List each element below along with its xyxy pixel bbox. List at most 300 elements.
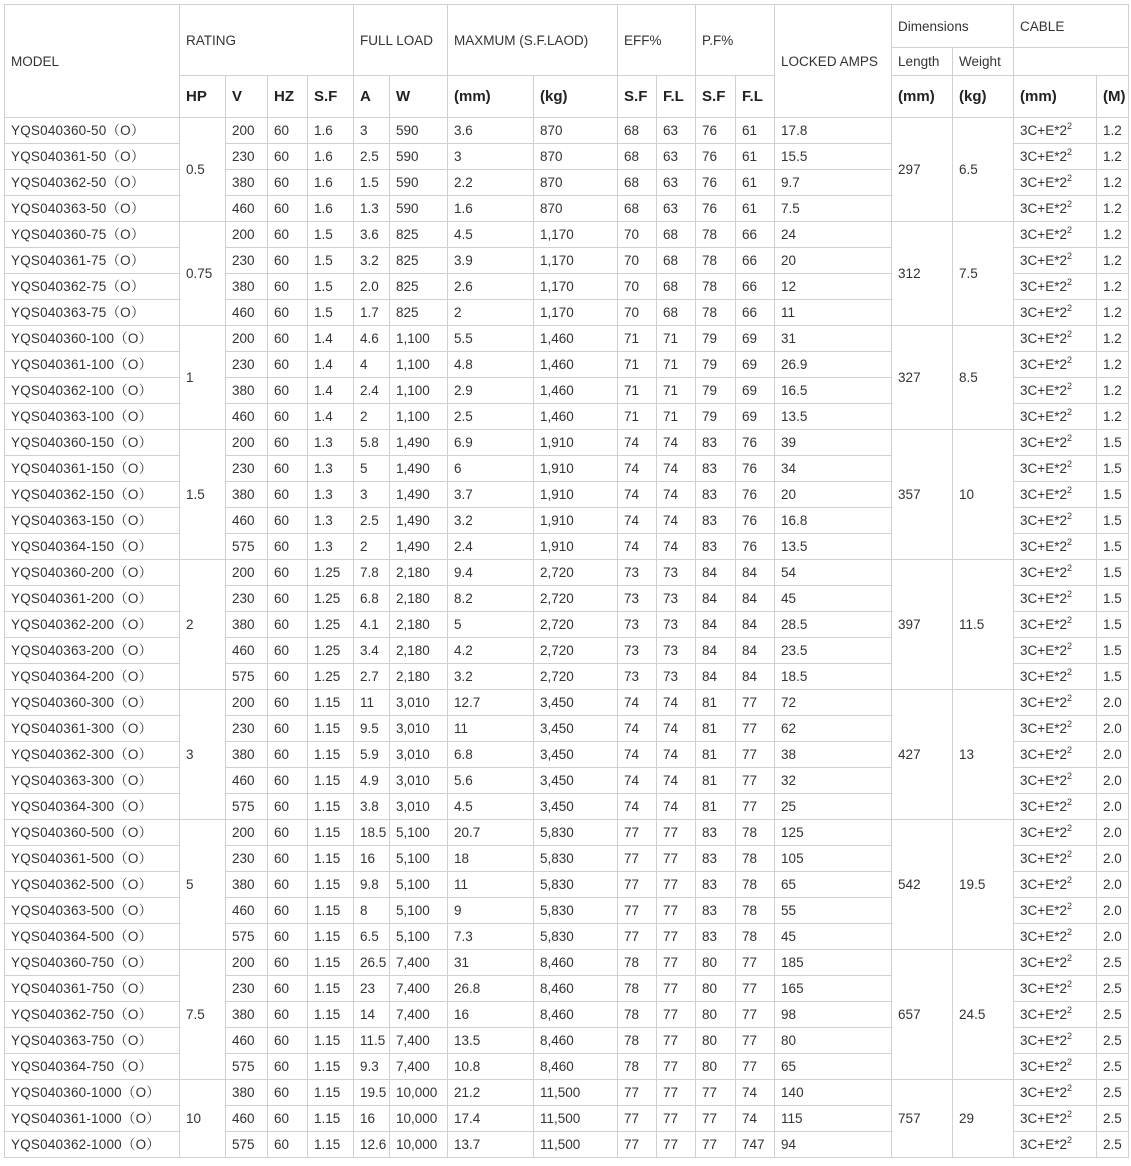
cell-voltage: 460 <box>226 404 268 430</box>
cell-cable-spec <box>1014 950 1097 976</box>
cell-eff-sf: 74 <box>618 534 657 560</box>
cell-service-factor: 1.15 <box>308 872 354 898</box>
cell-full-load-watts: 3,010 <box>390 742 448 768</box>
cell-full-load-amps: 18.5 <box>354 820 390 846</box>
cell-eff-fl: 68 <box>657 222 696 248</box>
cell-service-factor: 1.15 <box>308 976 354 1002</box>
cell-cable-length: 2.5 <box>1097 950 1129 976</box>
cell-pf-fl: 66 <box>736 248 775 274</box>
cell-cable-spec <box>1014 560 1097 586</box>
cell-voltage: 380 <box>226 170 268 196</box>
cell-hz: 60 <box>268 716 308 742</box>
cell-max-watts: 5,830 <box>534 898 618 924</box>
cell-service-factor: 1.4 <box>308 404 354 430</box>
subheader-dim-kg: (kg) <box>953 76 1014 118</box>
cell-eff-fl: 73 <box>657 638 696 664</box>
cell-max-watts: 11,500 <box>534 1080 618 1106</box>
cell-model: YQS040364-500（O） <box>5 924 180 950</box>
cell-voltage: 460 <box>226 1106 268 1132</box>
cell-max-amps: 20.7 <box>448 820 534 846</box>
header-model: MODEL <box>5 5 180 118</box>
subheader-hp: HP <box>180 76 226 118</box>
cell-pf-fl: 69 <box>736 352 775 378</box>
cell-cable-spec <box>1014 846 1097 872</box>
cable-spec-text: 3C+E*2 <box>1020 357 1067 372</box>
cell-max-watts: 5,830 <box>534 872 618 898</box>
cable-spec-superscript: 2 <box>1066 901 1072 911</box>
cell-pf-sf: 83 <box>696 898 736 924</box>
cell-eff-fl: 74 <box>657 742 696 768</box>
cell-voltage: 575 <box>226 534 268 560</box>
cell-full-load-watts: 1,100 <box>390 326 448 352</box>
cell-cable-spec <box>1014 144 1097 170</box>
cell-eff-sf: 70 <box>618 300 657 326</box>
cell-full-load-watts: 590 <box>390 118 448 144</box>
cell-voltage: 230 <box>226 846 268 872</box>
cell-cable-spec <box>1014 872 1097 898</box>
cell-cable-length: 1.5 <box>1097 482 1129 508</box>
cell-length: 657 <box>892 950 953 1080</box>
subheader-pf-fl: F.L <box>736 76 775 118</box>
cell-max-watts: 1,170 <box>534 222 618 248</box>
cell-cable-length: 2.0 <box>1097 898 1129 924</box>
cell-cable-spec <box>1014 1028 1097 1054</box>
cell-model: YQS040361-500（O） <box>5 846 180 872</box>
cell-full-load-watts: 1,100 <box>390 378 448 404</box>
cell-eff-fl: 74 <box>657 794 696 820</box>
cell-length: 327 <box>892 326 953 430</box>
cell-hz: 60 <box>268 1054 308 1080</box>
cell-voltage: 230 <box>226 976 268 1002</box>
cell-pf-fl: 76 <box>736 482 775 508</box>
cable-spec-text: 3C+E*2 <box>1020 331 1067 346</box>
cell-max-watts: 11,500 <box>534 1106 618 1132</box>
cable-spec-superscript: 2 <box>1066 1005 1072 1015</box>
cell-service-factor: 1.25 <box>308 638 354 664</box>
cell-locked-amps: 45 <box>775 924 892 950</box>
cell-max-amps: 17.4 <box>448 1106 534 1132</box>
cell-service-factor: 1.15 <box>308 1080 354 1106</box>
cell-hp: 0.5 <box>180 118 226 222</box>
cell-max-watts: 3,450 <box>534 690 618 716</box>
cell-locked-amps: 9.7 <box>775 170 892 196</box>
cell-pf-sf: 81 <box>696 794 736 820</box>
cell-eff-fl: 73 <box>657 612 696 638</box>
cable-spec-superscript: 2 <box>1066 251 1072 261</box>
cell-cable-spec <box>1014 742 1097 768</box>
cell-model: YQS040362-50（O） <box>5 170 180 196</box>
cell-full-load-amps: 5 <box>354 456 390 482</box>
cell-max-watts: 1,170 <box>534 300 618 326</box>
cell-full-load-watts: 3,010 <box>390 768 448 794</box>
cell-max-amps: 6.8 <box>448 742 534 768</box>
cell-max-watts: 870 <box>534 170 618 196</box>
cell-pf-fl: 78 <box>736 872 775 898</box>
cell-locked-amps: 72 <box>775 690 892 716</box>
cell-voltage: 460 <box>226 196 268 222</box>
cell-full-load-amps: 2.5 <box>354 144 390 170</box>
cell-hz: 60 <box>268 170 308 196</box>
cable-spec-text: 3C+E*2 <box>1020 383 1067 398</box>
cell-eff-fl: 63 <box>657 144 696 170</box>
cell-eff-fl: 68 <box>657 300 696 326</box>
cell-eff-fl: 73 <box>657 560 696 586</box>
cell-eff-fl: 63 <box>657 196 696 222</box>
table-row <box>5 560 1129 586</box>
cell-pf-sf: 83 <box>696 534 736 560</box>
cell-full-load-amps: 23 <box>354 976 390 1002</box>
cell-locked-amps: 24 <box>775 222 892 248</box>
cell-model: YQS040363-500（O） <box>5 898 180 924</box>
cell-service-factor: 1.15 <box>308 820 354 846</box>
cell-locked-amps: 20 <box>775 248 892 274</box>
cell-max-amps: 4.5 <box>448 794 534 820</box>
cable-spec-text: 3C+E*2 <box>1020 253 1067 268</box>
cell-cable-spec <box>1014 638 1097 664</box>
cell-max-amps: 2.2 <box>448 170 534 196</box>
cell-eff-fl: 77 <box>657 1028 696 1054</box>
cable-spec-superscript: 2 <box>1066 173 1072 183</box>
cell-cable-spec <box>1014 1132 1097 1158</box>
cell-cable-length: 2.0 <box>1097 924 1129 950</box>
cell-hz: 60 <box>268 352 308 378</box>
cell-full-load-watts: 2,180 <box>390 560 448 586</box>
cell-model: YQS040363-150（O） <box>5 508 180 534</box>
cell-max-watts: 1,460 <box>534 352 618 378</box>
cell-full-load-watts: 10,000 <box>390 1132 448 1158</box>
cell-max-amps: 3.6 <box>448 118 534 144</box>
cell-voltage: 575 <box>226 794 268 820</box>
cell-eff-fl: 74 <box>657 690 696 716</box>
cell-eff-fl: 71 <box>657 404 696 430</box>
cell-model: YQS040362-150（O） <box>5 482 180 508</box>
cell-service-factor: 1.3 <box>308 430 354 456</box>
cell-hz: 60 <box>268 950 308 976</box>
cell-pf-fl: 84 <box>736 560 775 586</box>
cell-model: YQS040364-150（O） <box>5 534 180 560</box>
cable-spec-superscript: 2 <box>1066 667 1072 677</box>
cell-locked-amps: 125 <box>775 820 892 846</box>
cell-eff-fl: 74 <box>657 768 696 794</box>
cell-pf-fl: 84 <box>736 586 775 612</box>
cell-service-factor: 1.15 <box>308 1132 354 1158</box>
cell-cable-length: 1.5 <box>1097 456 1129 482</box>
table-row <box>5 118 1129 144</box>
cell-eff-fl: 71 <box>657 378 696 404</box>
cell-eff-sf: 70 <box>618 222 657 248</box>
subheader-eff-sf: S.F <box>618 76 657 118</box>
cell-pf-sf: 81 <box>696 742 736 768</box>
cell-cable-length: 1.2 <box>1097 170 1129 196</box>
cell-weight: 24.5 <box>953 950 1014 1080</box>
cell-cable-length: 2.5 <box>1097 1132 1129 1158</box>
cell-pf-fl: 66 <box>736 222 775 248</box>
cable-spec-text: 3C+E*2 <box>1020 175 1067 190</box>
cell-eff-sf: 74 <box>618 768 657 794</box>
cell-pf-sf: 76 <box>696 196 736 222</box>
cell-locked-amps: 94 <box>775 1132 892 1158</box>
cell-max-watts: 8,460 <box>534 1002 618 1028</box>
cell-model: YQS040360-75（O） <box>5 222 180 248</box>
cell-model: YQS040361-300（O） <box>5 716 180 742</box>
cable-spec-superscript: 2 <box>1066 407 1072 417</box>
cell-cable-spec <box>1014 456 1097 482</box>
cable-spec-superscript: 2 <box>1066 1057 1072 1067</box>
cable-spec-text: 3C+E*2 <box>1020 435 1067 450</box>
cell-full-load-watts: 1,490 <box>390 508 448 534</box>
cell-cable-length: 1.5 <box>1097 664 1129 690</box>
cell-cable-length: 1.2 <box>1097 222 1129 248</box>
cell-eff-sf: 73 <box>618 664 657 690</box>
cell-hz: 60 <box>268 378 308 404</box>
cell-cable-spec <box>1014 1002 1097 1028</box>
cell-eff-fl: 77 <box>657 1106 696 1132</box>
cell-hz: 60 <box>268 924 308 950</box>
cable-spec-superscript: 2 <box>1066 563 1072 573</box>
cell-full-load-amps: 6.8 <box>354 586 390 612</box>
cell-cable-spec <box>1014 326 1097 352</box>
cell-service-factor: 1.15 <box>308 690 354 716</box>
cell-full-load-watts: 1,490 <box>390 456 448 482</box>
cell-eff-fl: 77 <box>657 1054 696 1080</box>
cell-voltage: 230 <box>226 586 268 612</box>
cell-max-watts: 8,460 <box>534 1054 618 1080</box>
cell-eff-fl: 73 <box>657 664 696 690</box>
cell-full-load-amps: 9.8 <box>354 872 390 898</box>
cell-max-watts: 870 <box>534 144 618 170</box>
cell-length: 757 <box>892 1080 953 1158</box>
cell-pf-fl: 77 <box>736 976 775 1002</box>
cell-locked-amps: 7.5 <box>775 196 892 222</box>
cell-hz: 60 <box>268 196 308 222</box>
cable-spec-text: 3C+E*2 <box>1020 643 1067 658</box>
cell-pf-fl: 78 <box>736 846 775 872</box>
cell-pf-fl: 77 <box>736 950 775 976</box>
cable-spec-text: 3C+E*2 <box>1020 487 1067 502</box>
cell-full-load-watts: 1,490 <box>390 534 448 560</box>
cell-hz: 60 <box>268 820 308 846</box>
cell-hz: 60 <box>268 456 308 482</box>
cable-spec-text: 3C+E*2 <box>1020 773 1067 788</box>
cell-full-load-watts: 10,000 <box>390 1106 448 1132</box>
cell-full-load-watts: 3,010 <box>390 690 448 716</box>
cell-max-watts: 3,450 <box>534 768 618 794</box>
cell-max-amps: 2.4 <box>448 534 534 560</box>
cable-spec-superscript: 2 <box>1066 797 1072 807</box>
cell-cable-length: 1.2 <box>1097 352 1129 378</box>
cell-eff-fl: 77 <box>657 898 696 924</box>
cell-pf-sf: 83 <box>696 846 736 872</box>
cell-length: 297 <box>892 118 953 222</box>
cell-weight: 8.5 <box>953 326 1014 430</box>
cell-service-factor: 1.15 <box>308 1028 354 1054</box>
cell-full-load-amps: 5.8 <box>354 430 390 456</box>
cell-max-watts: 870 <box>534 196 618 222</box>
cell-cable-length: 1.2 <box>1097 274 1129 300</box>
cell-length: 312 <box>892 222 953 326</box>
cell-cable-length: 1.2 <box>1097 248 1129 274</box>
cell-pf-sf: 83 <box>696 508 736 534</box>
cell-eff-sf: 68 <box>618 118 657 144</box>
cell-full-load-amps: 7.8 <box>354 560 390 586</box>
cell-pf-sf: 84 <box>696 612 736 638</box>
cell-cable-spec <box>1014 690 1097 716</box>
cell-eff-sf: 71 <box>618 326 657 352</box>
cell-full-load-watts: 7,400 <box>390 1028 448 1054</box>
cell-hz: 60 <box>268 976 308 1002</box>
cable-spec-text: 3C+E*2 <box>1020 227 1067 242</box>
cell-model: YQS040360-750（O） <box>5 950 180 976</box>
table-row <box>5 820 1129 846</box>
cell-max-amps: 9.4 <box>448 560 534 586</box>
cell-pf-sf: 79 <box>696 326 736 352</box>
cell-locked-amps: 16.5 <box>775 378 892 404</box>
cell-cable-spec <box>1014 1106 1097 1132</box>
cell-cable-spec <box>1014 1054 1097 1080</box>
cable-spec-superscript: 2 <box>1066 875 1072 885</box>
cell-max-amps: 9 <box>448 898 534 924</box>
cell-cable-spec <box>1014 222 1097 248</box>
cell-max-watts: 1,460 <box>534 404 618 430</box>
cell-full-load-amps: 2.4 <box>354 378 390 404</box>
cell-max-amps: 12.7 <box>448 690 534 716</box>
cell-max-amps: 5.5 <box>448 326 534 352</box>
cable-spec-superscript: 2 <box>1066 979 1072 989</box>
cell-hz: 60 <box>268 1132 308 1158</box>
cell-max-amps: 2.6 <box>448 274 534 300</box>
header-eff: EFF% <box>618 5 696 76</box>
cell-locked-amps: 34 <box>775 456 892 482</box>
cell-eff-sf: 71 <box>618 352 657 378</box>
cable-spec-text: 3C+E*2 <box>1020 955 1067 970</box>
cell-hp: 0.75 <box>180 222 226 326</box>
cell-pf-fl: 84 <box>736 638 775 664</box>
cable-spec-text: 3C+E*2 <box>1020 409 1067 424</box>
cell-eff-sf: 77 <box>618 1132 657 1158</box>
cell-cable-length: 2.5 <box>1097 1028 1129 1054</box>
cell-weight: 29 <box>953 1080 1014 1158</box>
cell-cable-length: 1.2 <box>1097 404 1129 430</box>
cell-cable-length: 2.5 <box>1097 1002 1129 1028</box>
cell-voltage: 575 <box>226 924 268 950</box>
cell-eff-sf: 77 <box>618 1106 657 1132</box>
cell-service-factor: 1.15 <box>308 716 354 742</box>
subheader-cable-m: (M) <box>1097 76 1129 118</box>
cell-eff-sf: 73 <box>618 638 657 664</box>
header-full-load: FULL LOAD <box>354 5 448 76</box>
cell-cable-spec <box>1014 534 1097 560</box>
cell-cable-length: 2.0 <box>1097 846 1129 872</box>
cell-hp: 7.5 <box>180 950 226 1080</box>
cell-max-amps: 4.2 <box>448 638 534 664</box>
cell-full-load-watts: 5,100 <box>390 872 448 898</box>
cell-eff-sf: 77 <box>618 924 657 950</box>
cable-spec-text: 3C+E*2 <box>1020 1137 1067 1152</box>
cell-max-watts: 1,910 <box>534 456 618 482</box>
cell-cable-length: 2.0 <box>1097 690 1129 716</box>
cell-voltage: 460 <box>226 638 268 664</box>
cell-pf-sf: 79 <box>696 404 736 430</box>
cell-cable-spec <box>1014 404 1097 430</box>
cable-spec-superscript: 2 <box>1066 355 1072 365</box>
cell-eff-sf: 77 <box>618 846 657 872</box>
cell-max-amps: 3.9 <box>448 248 534 274</box>
cell-full-load-amps: 3.4 <box>354 638 390 664</box>
cell-full-load-watts: 590 <box>390 170 448 196</box>
cell-model: YQS040363-100（O） <box>5 404 180 430</box>
cell-service-factor: 1.6 <box>308 144 354 170</box>
cell-locked-amps: 11 <box>775 300 892 326</box>
cell-service-factor: 1.6 <box>308 118 354 144</box>
cable-spec-superscript: 2 <box>1066 329 1072 339</box>
cell-pf-sf: 76 <box>696 170 736 196</box>
cell-cable-spec <box>1014 976 1097 1002</box>
cell-cable-spec <box>1014 352 1097 378</box>
cell-cable-length: 2.0 <box>1097 768 1129 794</box>
cell-service-factor: 1.5 <box>308 274 354 300</box>
cable-spec-superscript: 2 <box>1066 1109 1072 1119</box>
cable-spec-text: 3C+E*2 <box>1020 929 1067 944</box>
cell-max-amps: 13.5 <box>448 1028 534 1054</box>
header-length: Length <box>892 48 953 76</box>
cell-hz: 60 <box>268 872 308 898</box>
table-row <box>5 326 1129 352</box>
table-row <box>5 430 1129 456</box>
cell-eff-sf: 73 <box>618 560 657 586</box>
cell-model: YQS040363-750（O） <box>5 1028 180 1054</box>
cell-model: YQS040362-500（O） <box>5 872 180 898</box>
cell-voltage: 230 <box>226 144 268 170</box>
cell-full-load-watts: 3,010 <box>390 794 448 820</box>
cell-model: YQS040361-150（O） <box>5 456 180 482</box>
cell-cable-spec <box>1014 248 1097 274</box>
cell-full-load-watts: 7,400 <box>390 976 448 1002</box>
cell-hz: 60 <box>268 482 308 508</box>
cell-cable-length: 1.5 <box>1097 534 1129 560</box>
cell-pf-fl: 77 <box>736 1028 775 1054</box>
cell-max-amps: 3 <box>448 144 534 170</box>
cell-cable-length: 1.2 <box>1097 144 1129 170</box>
cell-eff-fl: 74 <box>657 430 696 456</box>
cell-locked-amps: 15.5 <box>775 144 892 170</box>
cell-pf-sf: 78 <box>696 248 736 274</box>
cell-cable-spec <box>1014 612 1097 638</box>
cell-hz: 60 <box>268 690 308 716</box>
cell-eff-sf: 71 <box>618 378 657 404</box>
header-dimensions: Dimensions <box>892 5 1014 48</box>
cable-spec-text: 3C+E*2 <box>1020 123 1067 138</box>
cell-eff-sf: 74 <box>618 482 657 508</box>
cell-eff-fl: 77 <box>657 976 696 1002</box>
cell-full-load-watts: 825 <box>390 300 448 326</box>
cell-full-load-watts: 2,180 <box>390 612 448 638</box>
cell-cable-length: 2.5 <box>1097 976 1129 1002</box>
cell-eff-sf: 77 <box>618 898 657 924</box>
cell-full-load-amps: 11.5 <box>354 1028 390 1054</box>
cell-eff-fl: 68 <box>657 274 696 300</box>
cell-eff-fl: 77 <box>657 924 696 950</box>
cell-max-watts: 870 <box>534 118 618 144</box>
cell-pf-fl: 74 <box>736 1080 775 1106</box>
cell-full-load-watts: 7,400 <box>390 1054 448 1080</box>
cell-voltage: 460 <box>226 768 268 794</box>
cell-full-load-amps: 26.5 <box>354 950 390 976</box>
cable-spec-text: 3C+E*2 <box>1020 1007 1067 1022</box>
cell-pf-sf: 83 <box>696 430 736 456</box>
cell-cable-length: 2.0 <box>1097 716 1129 742</box>
cell-cable-spec <box>1014 118 1097 144</box>
cell-full-load-amps: 1.7 <box>354 300 390 326</box>
